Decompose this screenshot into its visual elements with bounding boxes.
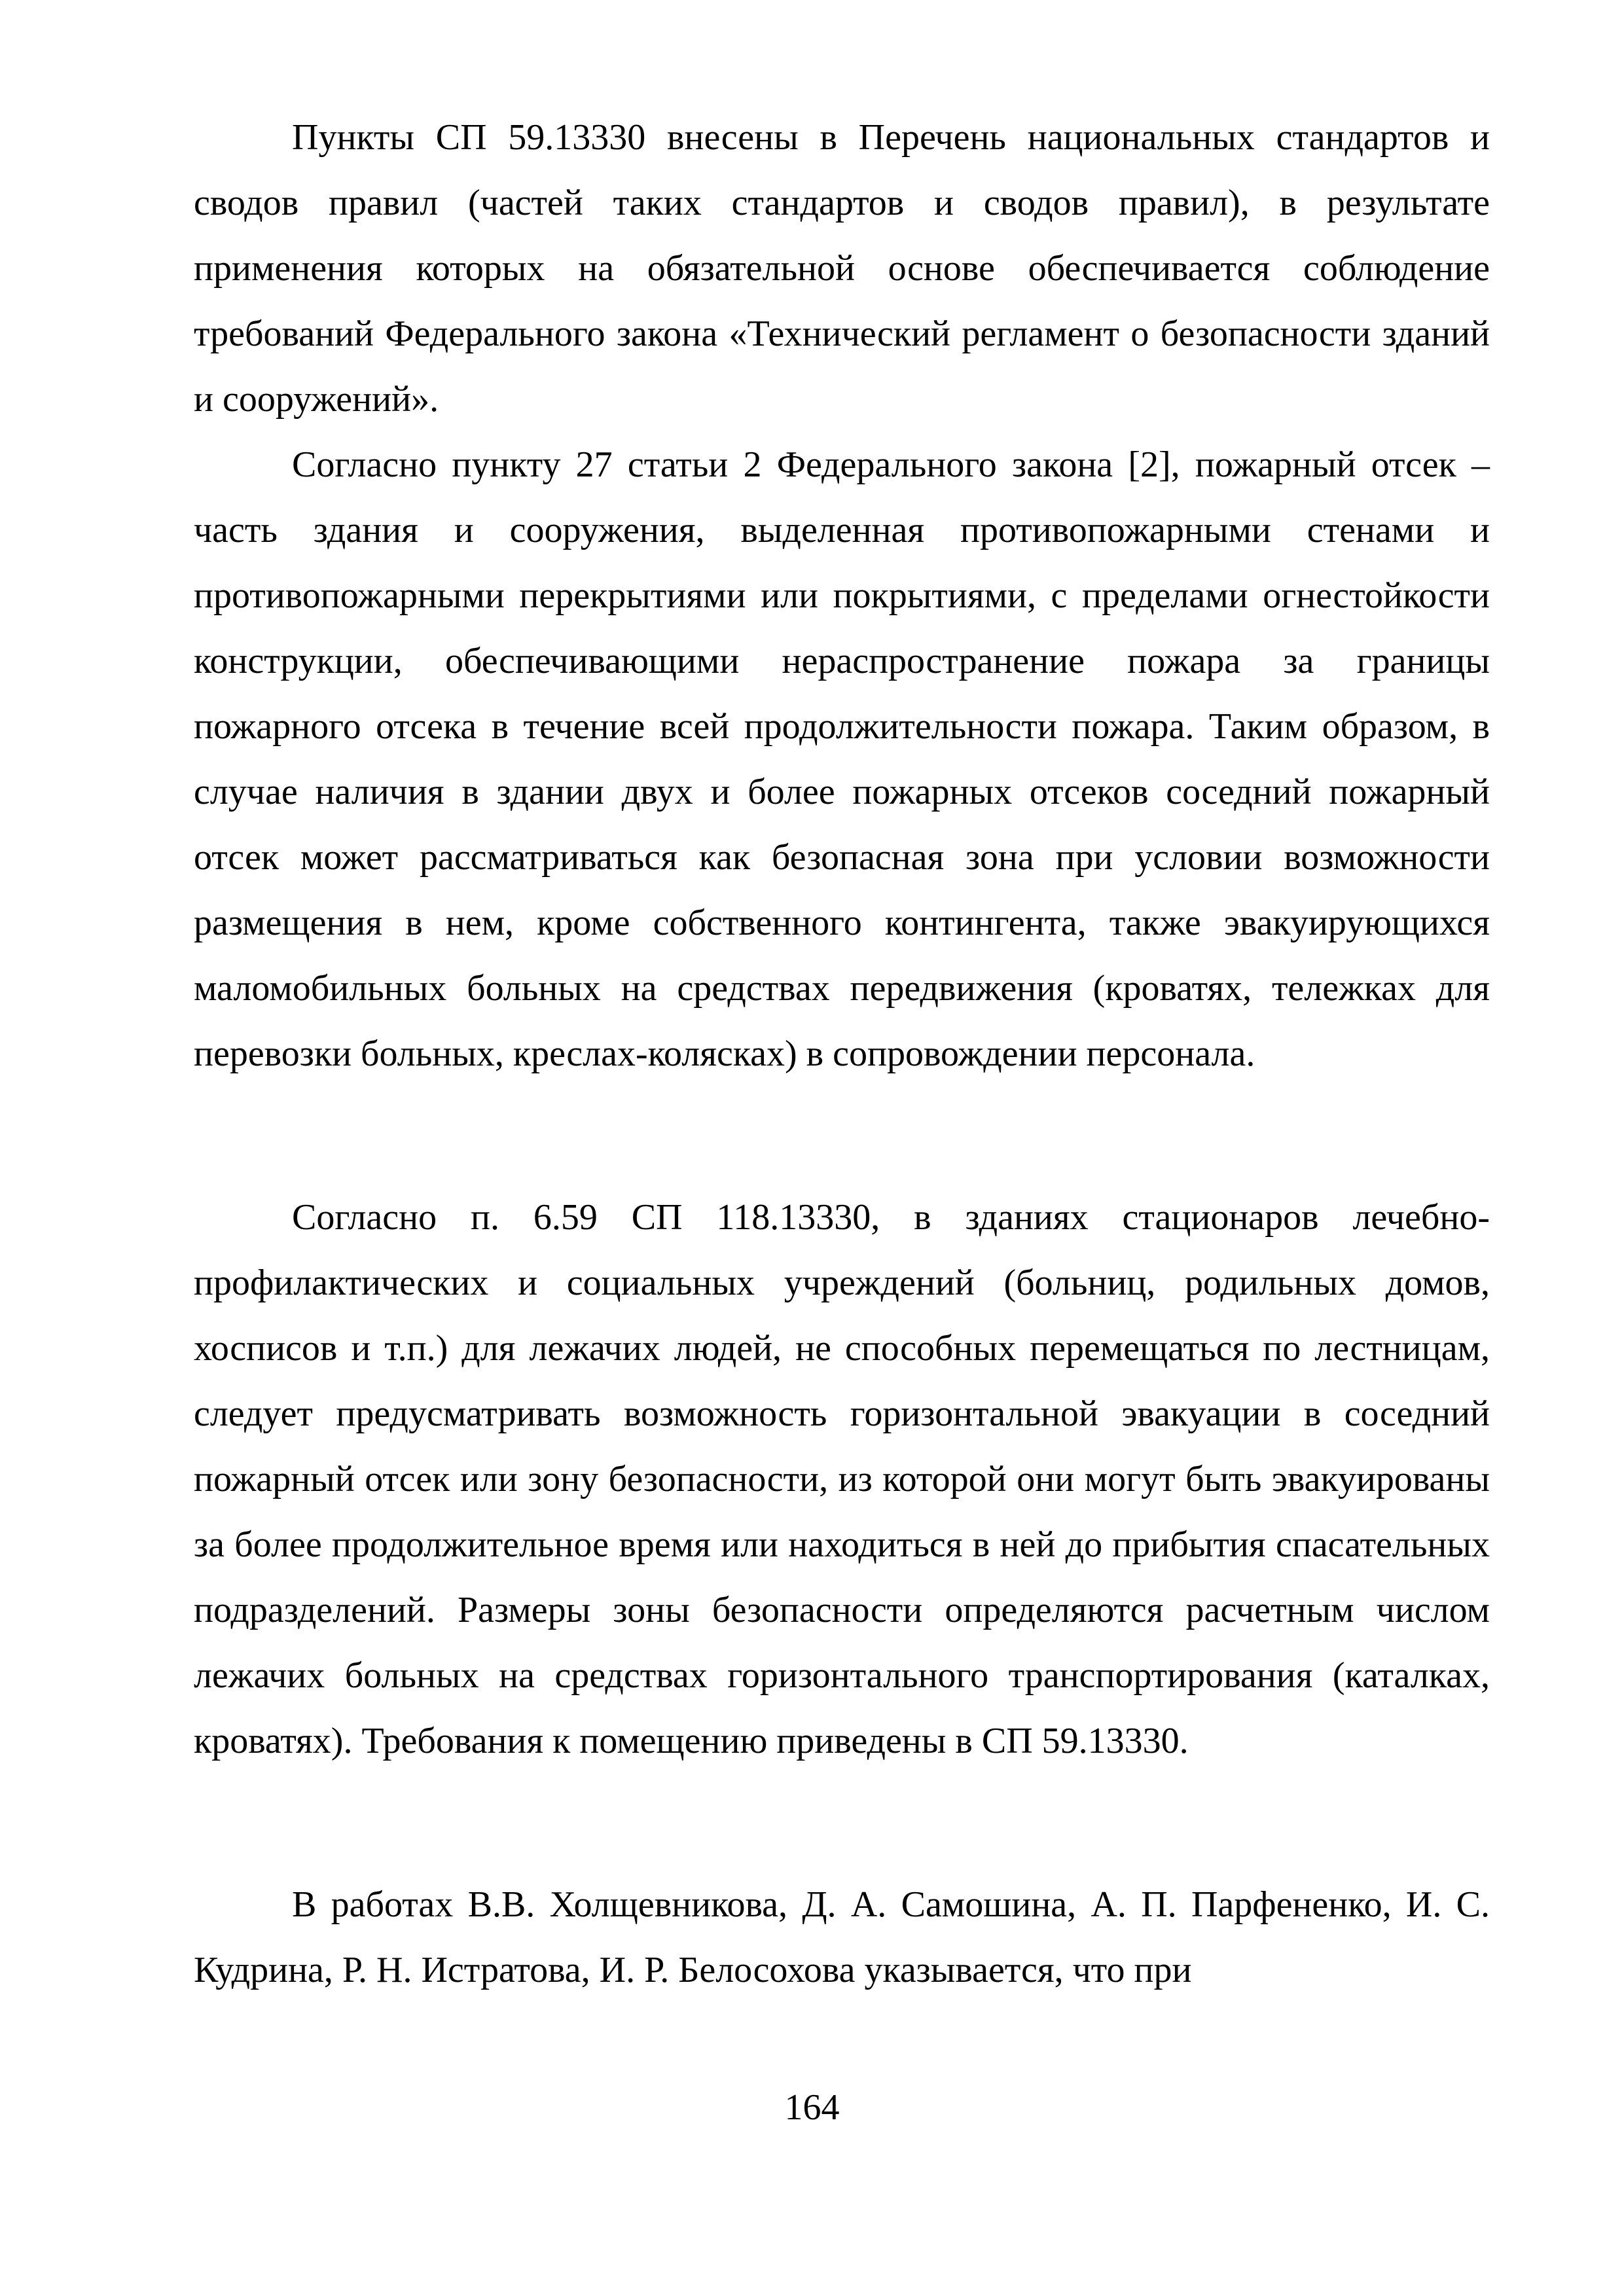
- paragraph-research-authors: В работах В.В. Холщевникова, Д. А. Самошина, А. П. Парфененко, И. С. Кудрина, Р. Н. Истратова, И. Р. Белосохова указывается, что при: [194, 1884, 1490, 1990]
- page-number: 164: [784, 2087, 840, 2128]
- paragraph-fire-compartment: Согласно пункту 27 статьи 2 Федерального закона [2], пожарный отсек – часть здания и сооружения, выделенная противопожарными стенами и противопожарными перекрытиями или покрытиями, с пределами огнестойкости конструкции, обеспечивающими нераспространение пожара за границы пожарного отсека в течение всей продолжительности пожара. Таким образом, в случае наличия в здании двух и более пожарных отсеков соседний пожарный отсек может рассматриваться как безопасная зона при условии возможности размещения в нем, кроме собственного контингента, также эвакуирующихся маломобильных больных на средствах передвижения (кроватях, тележках для перевозки больных, креслах-колясках) в сопровождении персонала.: [194, 444, 1490, 1074]
- paragraph-sp-59-list: Пункты СП 59.13330 внесены в Перечень национальных стандартов и сводов правил (частей таких стандартов и сводов правил), в результате применения которых на обязательной основе обеспечивается соблюдение требований Федерального закона «Технический регламент о безопасности зданий и сооружений».: [194, 117, 1490, 420]
- paragraph-horizontal-evacuation: Согласно п. 6.59 СП 118.13330, в зданиях стационаров лечебно-профилактических и социальных учреждений (больниц, родильных домов, хосписов и т.п.) для лежачих людей, не способных перемещаться по лестницам, следует предусматривать возможность горизонтальной эвакуации в соседний пожарный отсек или зону безопасности, из которой они могут быть эвакуированы за более продолжительное время или находиться в ней до прибытия спасательных подразделений. Размеры зоны безопасности определяются расчетным числом лежачих больных на средствах горизонтального транспортирования (каталках, кроватях). Требования к помещению приведены в СП 59.13330.: [194, 1197, 1490, 1761]
